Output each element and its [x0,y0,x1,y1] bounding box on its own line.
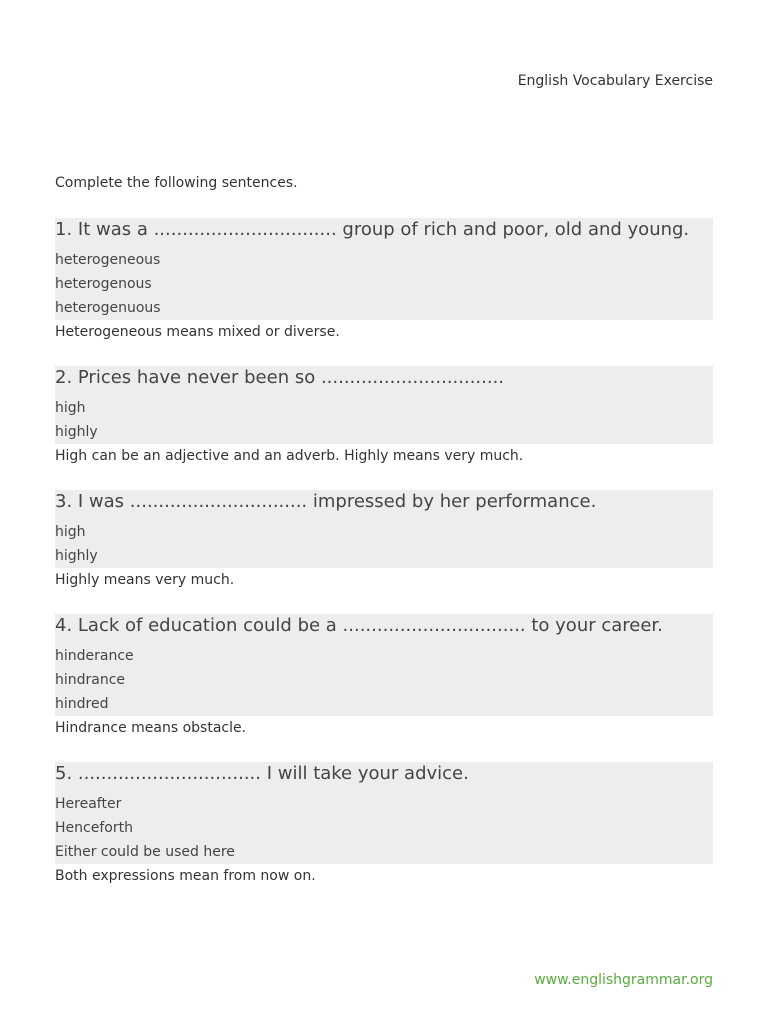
answer-explanation: Heterogeneous means mixed or diverse. [55,324,340,340]
answer-explanation: Hindrance means obstacle. [55,720,247,736]
answer-explanation: Both expressions mean from now on. [55,868,316,884]
question-text: 1. It was a ................................ group of rich and poor, old and young. [55,219,690,240]
question-box [55,614,713,716]
question-3 [55,490,713,592]
question-box [55,218,713,320]
option-item[interactable]: highly [55,548,98,564]
option-list [55,786,713,864]
option-list [55,242,713,320]
answer-explanation: High can be an adjective and an adverb. Highly means very much. [55,448,524,464]
question-2 [55,366,713,468]
question-text: 4. Lack of education could be a ................................ to your career. [55,615,663,636]
option-item[interactable]: heterogenuous [55,300,161,316]
option-item[interactable]: Hereafter [55,796,122,812]
option-item[interactable]: highly [55,424,98,440]
option-item[interactable]: hindrance [55,672,126,688]
question-box [55,762,713,864]
question-4 [55,614,713,740]
option-item[interactable]: heterogeneous [55,252,161,268]
page-title: English Vocabulary Exercise [517,73,713,89]
answer-explanation: Highly means very much. [55,572,235,588]
option-item[interactable]: hinderance [55,648,134,664]
option-item[interactable]: heterogenous [55,276,152,292]
option-list [55,390,713,444]
instructions: Complete the following sentences. [55,175,298,191]
question-5 [55,762,713,888]
option-item[interactable]: high [55,400,86,416]
question-list [55,218,713,888]
site-link[interactable]: www.englishgrammar.org [534,972,713,988]
option-item[interactable]: hindred [55,696,109,712]
question-box [55,366,713,444]
option-item[interactable]: Henceforth [55,820,133,836]
option-item[interactable]: Either could be used here [55,844,235,860]
question-box [55,490,713,568]
option-list [55,638,713,716]
option-list [55,514,713,568]
question-text: 2. Prices have never been so ................................ [55,367,505,388]
question-1 [55,218,713,344]
question-text: 3. I was ............................... impressed by her performance. [55,491,597,512]
option-item[interactable]: high [55,524,86,540]
question-text: 5. ................................ I will take your advice. [55,763,469,784]
